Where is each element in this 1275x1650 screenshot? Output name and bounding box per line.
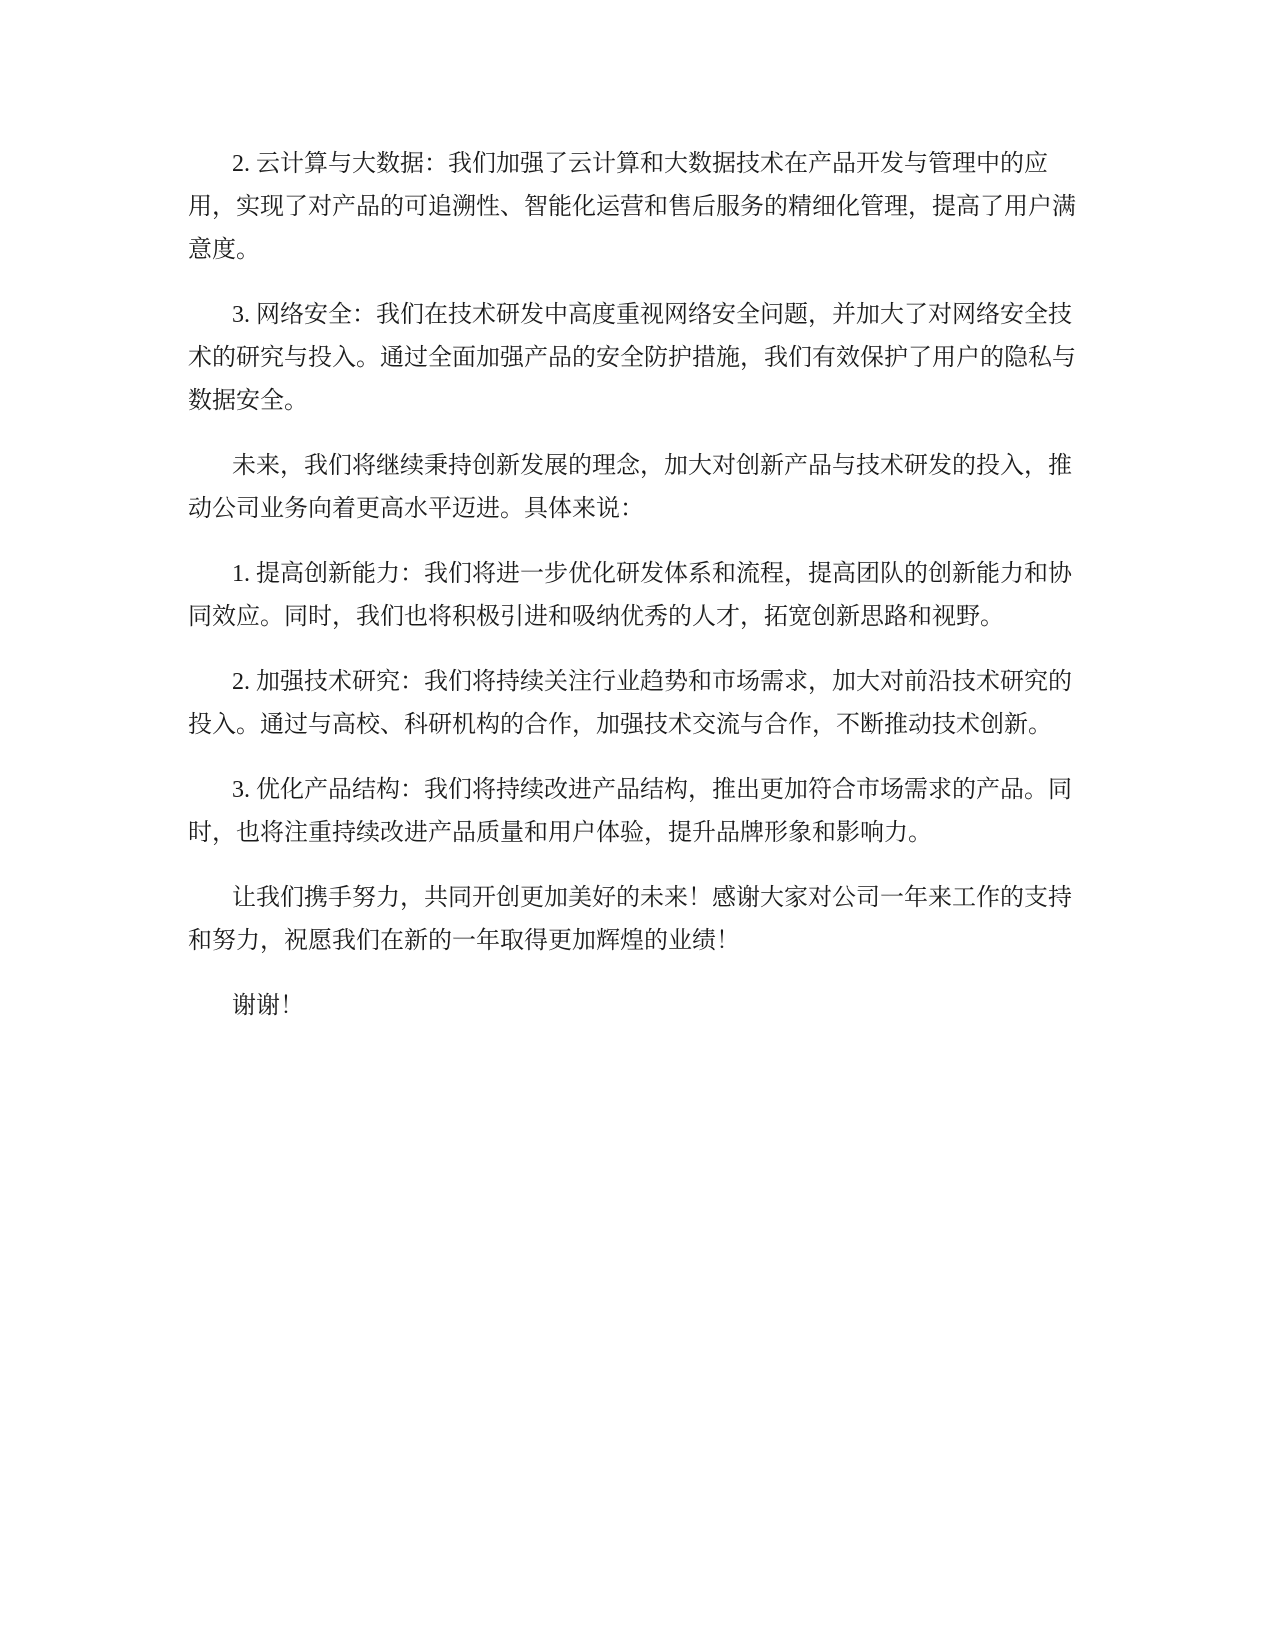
paragraph-future-outlook: 未来，我们将继续秉持创新发展的理念，加大对创新产品与技术研发的投入，推动公司业务向着更高水平迈进。具体来说： [188,453,1072,522]
document-body [188,143,1088,1050]
paragraph-network-security: 3. 网络安全：我们在技术研发中高度重视网络安全问题，并加大了对网络安全技术的研究与投入。通过全面加强产品的安全防护措施，我们有效保护了用户的隐私与数据安全。 [188,302,1076,414]
paragraph-cloud-big-data: 2. 云计算与大数据：我们加强了云计算和大数据技术在产品开发与管理中的应用，实现了对产品的可追溯性、智能化运营和售后服务的精细化管理，提高了用户满意度。 [188,151,1076,263]
paragraph-product-structure: 3. 优化产品结构：我们将持续改进产品结构，推出更加符合市场需求的产品。同时，也将注重持续改进产品质量和用户体验，提升品牌形象和影响力。 [188,777,1072,846]
paragraph-innovation-capability: 1. 提高创新能力：我们将进一步优化研发体系和流程，提高团队的创新能力和协同效应。同时，我们也将积极引进和吸纳优秀的人才，拓宽创新思路和视野。 [188,561,1072,630]
paragraph-technical-research: 2. 加强技术研究：我们将持续关注行业趋势和市场需求，加大对前沿技术研究的投入。通过与高校、科研机构的合作，加强技术交流与合作，不断推动技术创新。 [188,669,1072,738]
paragraph-thank-you: 谢谢！ [232,993,304,1019]
paragraph-closing-thanks: 让我们携手努力，共同开创更加美好的未来！感谢大家对公司一年来工作的支持和努力，祝愿我们在新的一年取得更加辉煌的业绩！ [188,885,1072,954]
